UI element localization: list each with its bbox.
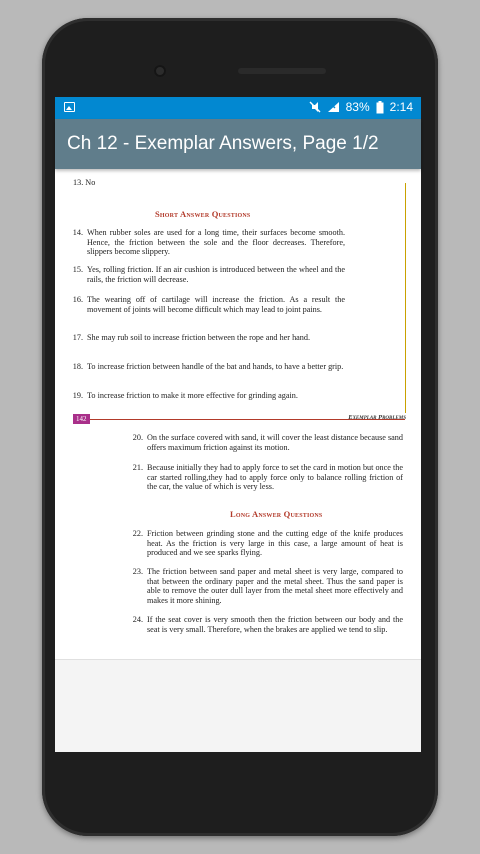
answer-16: 16. The wearing off of cartilage will increase the friction. As a result the movement of joints will become difficult which may lead to joint pains. xyxy=(72,295,345,314)
answer-20: 20. On the surface covered with sand, it will cover the least distance because sand offers maximum friction against its motion. xyxy=(132,433,403,452)
answer-14: 14. When rubber soles are used for a long time, their surfaces become smooth. Hence, the friction between the sole and the floor decreases. Therefore, slippers become slippery. xyxy=(72,228,345,257)
status-bar xyxy=(55,97,421,119)
margin-rule xyxy=(405,183,406,413)
clock: 2:14 xyxy=(389,100,413,114)
empty-area xyxy=(55,659,421,752)
footer-title: Exemplar Problems xyxy=(348,414,406,421)
answer-21: 21. Because initially they had to apply force to set the card in motion but once the car started rolling,they had to apply force only to balance rolling friction of the car, the value of which is very less. xyxy=(132,463,403,492)
mute-icon xyxy=(309,101,321,113)
answer-13: 13. No xyxy=(73,178,96,187)
document-page[interactable] xyxy=(67,178,408,659)
image-notification-icon xyxy=(64,102,75,112)
answer-23: 23. The friction between sand paper and metal sheet is very large, compared to that between the ordinary paper and the metal sheet. Thus the sand paper is able to remove the outer dull layer from the metal sheet more effectively and makes it more shining. xyxy=(132,567,403,605)
answer-15: 15. Yes, rolling friction. If an air cushion is introduced between the wheel and the rails, the friction will decrease. xyxy=(72,265,345,284)
app-title: Ch 12 - Exemplar Answers, Page 1/2 xyxy=(67,133,379,154)
answer-22: 22. Friction between grinding stone and the cutting edge of the knife produces heat. As the friction is very large in this case, a large amount of heat is produced and we see sparks flying. xyxy=(132,529,403,558)
answer-24: 24. If the seat cover is very smooth then the friction between our body and the seat is very small. Therefore, when the brakes are applied we tend to slip. xyxy=(132,615,403,634)
signal-icon xyxy=(327,101,340,113)
battery-icon xyxy=(376,101,384,114)
content-divider xyxy=(55,659,421,660)
earpiece-speaker xyxy=(238,68,326,74)
answer-18: 18. To increase friction between handle of the bat and hands, to have a better grip. xyxy=(72,362,344,371)
front-camera xyxy=(154,65,166,77)
page-number: 142 xyxy=(73,414,90,424)
long-answer-heading: Long Answer Questions xyxy=(230,509,323,519)
battery-percent: 83% xyxy=(345,100,370,114)
status-right xyxy=(309,100,413,114)
answer-17: 17. She may rub soil to increase friction between the rope and her hand. xyxy=(72,333,311,342)
answer-19: 19. To increase friction to make it more effective for grinding again. xyxy=(72,391,298,400)
app-bar xyxy=(55,119,421,169)
screen xyxy=(55,97,421,752)
short-answer-heading: Short Answer Questions xyxy=(155,209,251,219)
